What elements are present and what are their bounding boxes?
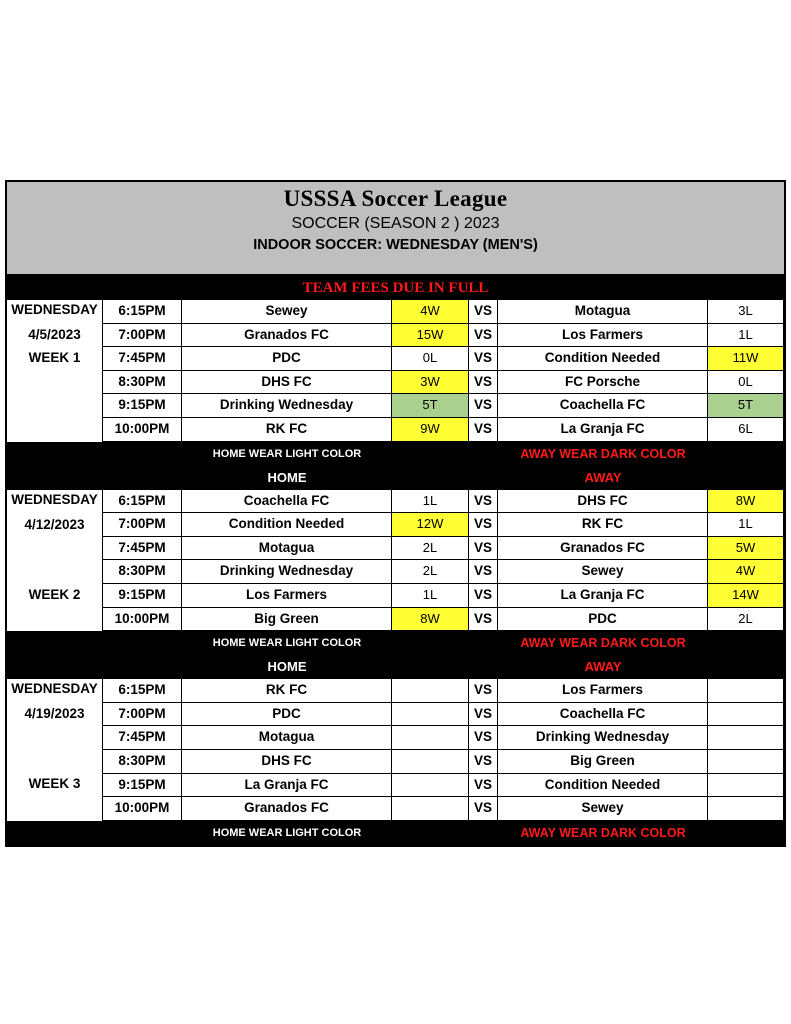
away-score: [708, 797, 784, 821]
away-heading: AWAY: [584, 659, 622, 675]
fees-banner: TEAM FEES DUE IN FULL: [7, 276, 784, 300]
away-score: [708, 703, 784, 727]
away-team: PDC: [498, 608, 708, 632]
game-row: [7, 679, 784, 703]
away-score: 5T: [708, 394, 784, 418]
game-row: [7, 490, 784, 514]
wear-bar: [7, 442, 784, 466]
week-date-label: 4/5/2023: [28, 327, 81, 342]
away-team: Motagua: [498, 300, 708, 324]
game-time: 9:15PM: [102, 394, 182, 418]
away-team: Drinking Wednesday: [498, 726, 708, 750]
game-time: 6:15PM: [102, 300, 182, 324]
game-row: [7, 608, 784, 632]
away-score: 1L: [708, 513, 784, 537]
versus-label: VS: [469, 324, 498, 348]
game-time: 7:45PM: [102, 726, 182, 750]
away-team: Condition Needed: [498, 774, 708, 798]
home-score: 4W: [392, 300, 469, 324]
home-team: La Granja FC: [182, 774, 392, 798]
versus-label: VS: [469, 418, 498, 442]
game-row: [7, 371, 784, 395]
home-score: [392, 774, 469, 798]
home-team: Motagua: [182, 726, 392, 750]
versus-label: VS: [469, 703, 498, 727]
versus-label: VS: [469, 797, 498, 821]
away-score: 4W: [708, 560, 784, 584]
game-time: 7:45PM: [102, 347, 182, 371]
home-wear-label: HOME WEAR LIGHT COLOR: [212, 637, 362, 650]
game-row: [7, 797, 784, 821]
versus-label: VS: [469, 608, 498, 632]
weeks-container: [7, 300, 784, 845]
versus-label: VS: [469, 560, 498, 584]
home-score: 5T: [392, 394, 469, 418]
home-team: PDC: [182, 347, 392, 371]
versus-label: VS: [469, 394, 498, 418]
home-wear-label: HOME WEAR LIGHT COLOR: [212, 826, 362, 839]
away-score: [708, 750, 784, 774]
away-score: 0L: [708, 371, 784, 395]
home-score: 1L: [392, 584, 469, 608]
home-team: Drinking Wednesday: [182, 560, 392, 584]
home-team: Sewey: [182, 300, 392, 324]
home-score: 2L: [392, 560, 469, 584]
home-score: 2L: [392, 537, 469, 561]
away-team: RK FC: [498, 513, 708, 537]
game-time: 7:00PM: [102, 324, 182, 348]
game-time: 10:00PM: [102, 797, 182, 821]
game-time: 6:15PM: [102, 679, 182, 703]
game-row: [7, 584, 784, 608]
versus-label: VS: [469, 774, 498, 798]
away-score: 14W: [708, 584, 784, 608]
game-time: 8:30PM: [102, 750, 182, 774]
away-team: Los Farmers: [498, 679, 708, 703]
division-subtitle: INDOOR SOCCER: WEDNESDAY (MEN'S): [253, 237, 538, 253]
away-team: Los Farmers: [498, 324, 708, 348]
home-heading: HOME: [267, 659, 307, 675]
home-score: [392, 726, 469, 750]
game-time: 7:00PM: [102, 513, 182, 537]
away-score: [708, 679, 784, 703]
away-score: 2L: [708, 608, 784, 632]
week-week-label: WEEK 2: [28, 586, 81, 602]
home-wear-label: HOME WEAR LIGHT COLOR: [212, 447, 362, 460]
home-score: [392, 750, 469, 774]
week-day-label: WEDNESDAY: [11, 681, 98, 697]
away-team: Coachella FC: [498, 703, 708, 727]
home-team: Big Green: [182, 608, 392, 632]
away-team: DHS FC: [498, 490, 708, 514]
home-team: Granados FC: [182, 324, 392, 348]
game-time: 9:15PM: [102, 584, 182, 608]
home-score: 8W: [392, 608, 469, 632]
away-team: Big Green: [498, 750, 708, 774]
game-time: 7:00PM: [102, 703, 182, 727]
home-team: Motagua: [182, 537, 392, 561]
versus-label: VS: [469, 513, 498, 537]
away-wear-label: AWAY WEAR DARK COLOR: [520, 825, 686, 840]
home-score: 15W: [392, 324, 469, 348]
week-week-label: WEEK 1: [28, 350, 81, 365]
home-team: Granados FC: [182, 797, 392, 821]
week-block: [7, 679, 784, 821]
game-time: 10:00PM: [102, 608, 182, 632]
game-row: [7, 537, 784, 561]
away-score: 5W: [708, 537, 784, 561]
week-date-label: 4/12/2023: [24, 516, 85, 532]
game-time: 9:15PM: [102, 774, 182, 798]
season-subtitle: SOCCER (SEASON 2 ) 2023: [291, 215, 500, 232]
versus-label: VS: [469, 347, 498, 371]
versus-label: VS: [469, 371, 498, 395]
home-score: 12W: [392, 513, 469, 537]
away-team: Granados FC: [498, 537, 708, 561]
away-team: Sewey: [498, 797, 708, 821]
away-team: Coachella FC: [498, 394, 708, 418]
week-date-label: 4/19/2023: [24, 706, 85, 722]
game-row: [7, 750, 784, 774]
away-score: 8W: [708, 490, 784, 514]
home-score: 3W: [392, 371, 469, 395]
home-team: DHS FC: [182, 750, 392, 774]
game-row: [7, 418, 784, 442]
away-team: Sewey: [498, 560, 708, 584]
week-block: [7, 490, 784, 632]
home-score: 1L: [392, 490, 469, 514]
home-team: Coachella FC: [182, 490, 392, 514]
away-score: 6L: [708, 418, 784, 442]
week-block: [7, 300, 784, 442]
home-away-heading-bar: [7, 655, 784, 679]
versus-label: VS: [469, 750, 498, 774]
away-score: [708, 774, 784, 798]
game-row: [7, 513, 784, 537]
versus-label: VS: [469, 300, 498, 324]
versus-label: VS: [469, 726, 498, 750]
game-row: [7, 394, 784, 418]
home-team: Los Farmers: [182, 584, 392, 608]
game-row: [7, 300, 784, 324]
home-score: [392, 797, 469, 821]
game-time: 8:30PM: [102, 371, 182, 395]
home-team: RK FC: [182, 679, 392, 703]
schedule-header: [7, 182, 784, 276]
game-time: 10:00PM: [102, 418, 182, 442]
home-team: DHS FC: [182, 371, 392, 395]
home-team: Condition Needed: [182, 513, 392, 537]
home-score: [392, 679, 469, 703]
away-score: [708, 726, 784, 750]
away-wear-label: AWAY WEAR DARK COLOR: [520, 446, 686, 461]
game-row: [7, 774, 784, 798]
wear-bar: [7, 631, 784, 655]
week-week-label: WEEK 3: [28, 776, 81, 792]
game-time: 6:15PM: [102, 490, 182, 514]
away-team: La Granja FC: [498, 584, 708, 608]
game-time: 7:45PM: [102, 537, 182, 561]
away-team: Condition Needed: [498, 347, 708, 371]
home-score: 9W: [392, 418, 469, 442]
home-score: 0L: [392, 347, 469, 371]
game-row: [7, 703, 784, 727]
away-score: 11W: [708, 347, 784, 371]
versus-label: VS: [469, 537, 498, 561]
home-team: Drinking Wednesday: [182, 394, 392, 418]
schedule-sheet: [5, 180, 786, 847]
game-row: [7, 347, 784, 371]
home-away-heading-bar: [7, 466, 784, 490]
wear-bar: [7, 821, 784, 845]
game-row: [7, 324, 784, 348]
away-team: FC Porsche: [498, 371, 708, 395]
away-score: 3L: [708, 300, 784, 324]
away-wear-label: AWAY WEAR DARK COLOR: [520, 636, 686, 651]
game-row: [7, 560, 784, 584]
game-row: [7, 726, 784, 750]
home-heading: HOME: [267, 469, 307, 485]
game-time: 8:30PM: [102, 560, 182, 584]
away-team: La Granja FC: [498, 418, 708, 442]
home-score: [392, 703, 469, 727]
home-team: RK FC: [182, 418, 392, 442]
home-team: PDC: [182, 703, 392, 727]
versus-label: VS: [469, 490, 498, 514]
versus-label: VS: [469, 584, 498, 608]
week-day-label: WEDNESDAY: [11, 491, 98, 507]
versus-label: VS: [469, 679, 498, 703]
away-heading: AWAY: [584, 469, 622, 485]
week-day-label: WEDNESDAY: [11, 302, 98, 317]
league-title: USSSA Soccer League: [283, 186, 508, 211]
away-score: 1L: [708, 324, 784, 348]
